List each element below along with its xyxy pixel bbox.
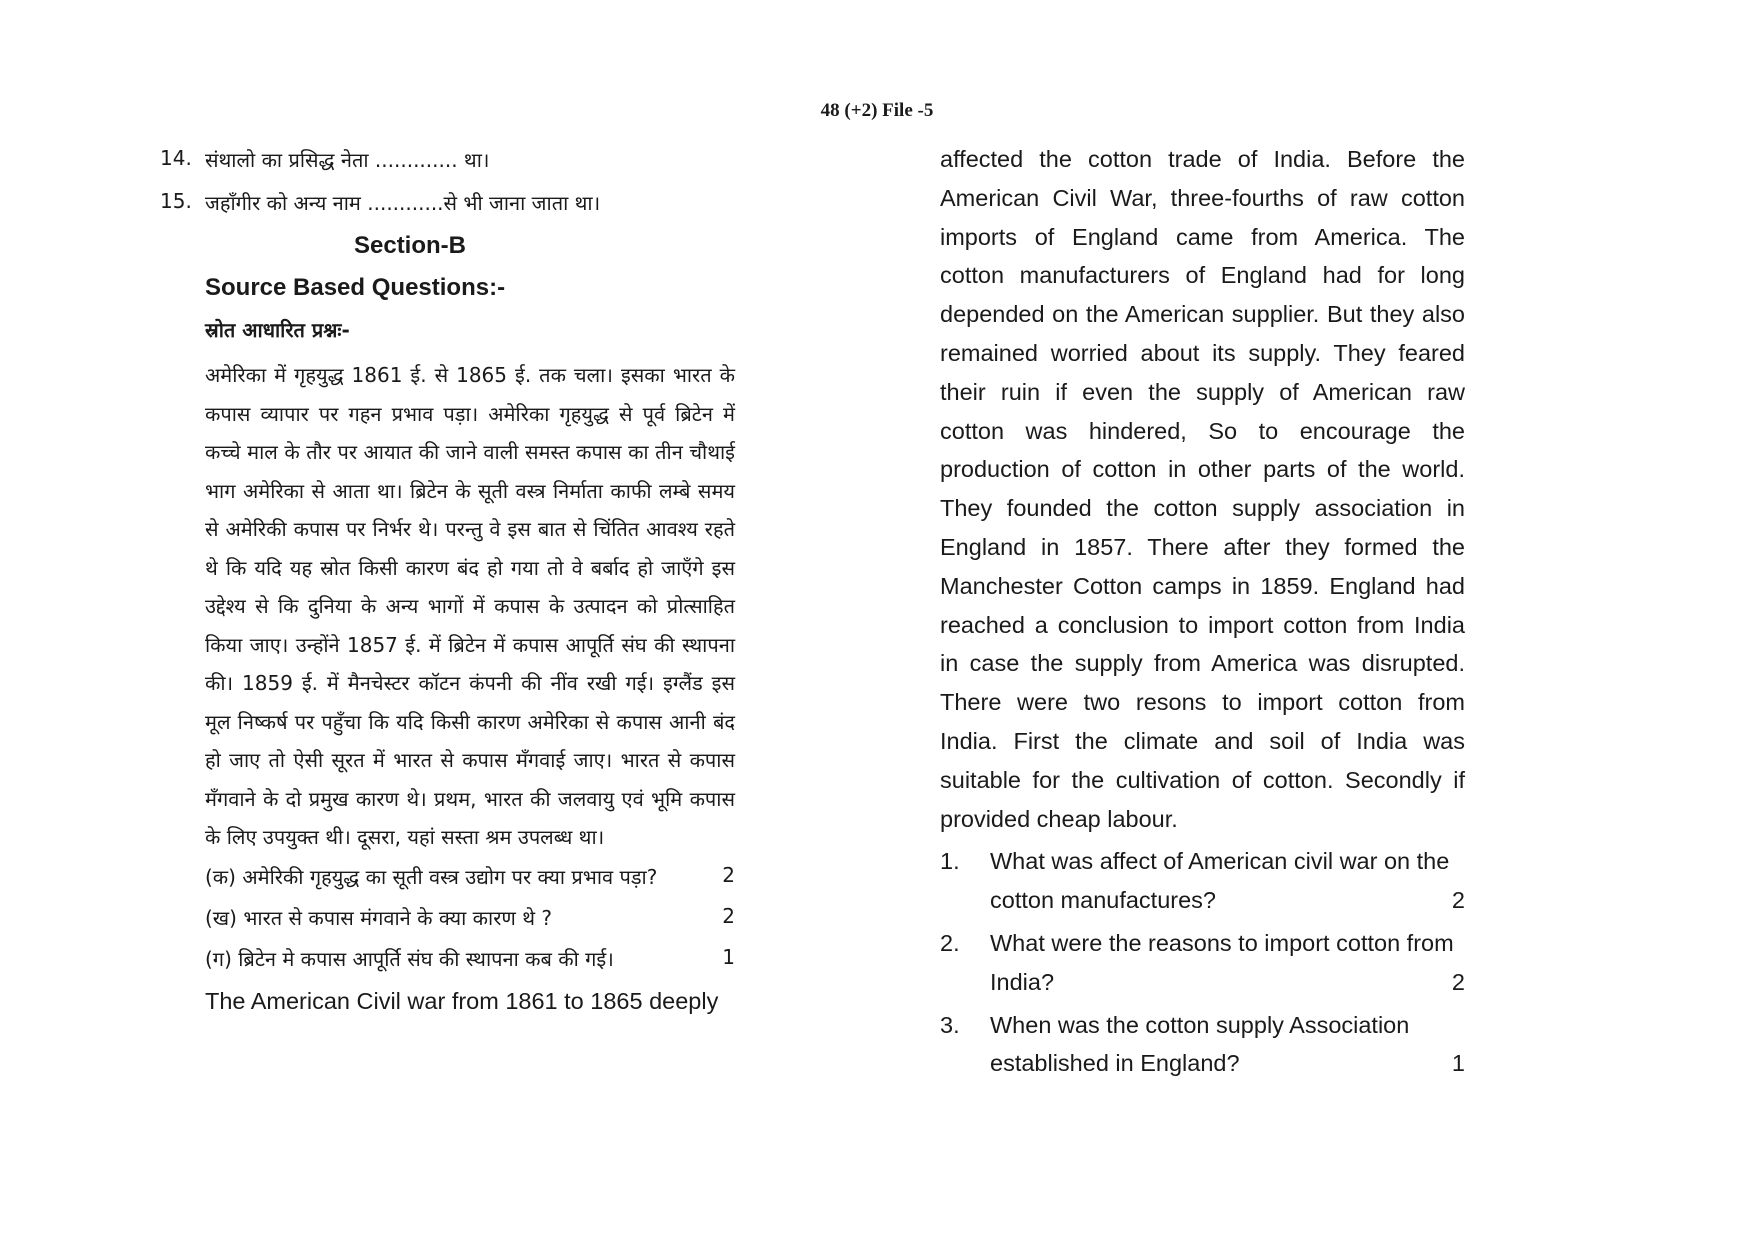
question-marks: 1	[722, 944, 735, 969]
question-marks: 1	[1451, 1050, 1465, 1077]
question-text: (ग) ब्रिटेन मे कपास आपूर्ति संघ की स्थापना कब की गई।	[205, 946, 614, 971]
question-text-line2: cotton manufactures?	[990, 887, 1216, 914]
question-14	[160, 146, 760, 189]
question-number: 14.	[160, 146, 192, 170]
question-15	[160, 189, 760, 232]
question-text-line2: established in England?	[990, 1050, 1240, 1077]
section-title: Section-B	[353, 232, 466, 259]
question-marks: 2	[1451, 968, 1465, 995]
hindi-question-ga	[205, 945, 735, 986]
question-text: जहाँगीर को अन्य नाम ............से भी जाना जाता था।	[205, 191, 601, 215]
question-text-line1: What were the reasons to import cotton from	[990, 929, 1454, 956]
question-number: 3.	[940, 1011, 960, 1038]
hindi-question-ka	[205, 863, 735, 904]
question-text-line1: When was the cotton supply Association	[990, 1011, 1410, 1038]
page-header: 48 (+2) File -5	[820, 100, 934, 121]
question-number: 15.	[160, 189, 192, 213]
english-passage-start: The American Civil war from 1861 to 1865 deeply	[205, 987, 719, 1014]
question-marks: 2	[1451, 887, 1465, 914]
right-column	[940, 146, 1465, 1083]
question-text: संथालो का प्रसिद्ध नेता ............. था।	[205, 148, 490, 172]
question-marks: 2	[722, 903, 735, 928]
hindi-passage: अमेरिका में गृहयुद्ध 1861 ई. से 1865 ई. तक चला। इसका भारत के कपास व्यापार पर गहन प्रभाव पड़ा। अमेरिका गृहयुद्ध से पूर्व ब्रिटेन में कच्चे माल के तौर पर आयात की जाने वाली समस्त कपास का तीन चौथाई भाग अमेरिका से आता था। ब्रिटेन के सूती वस्त्र निर्माता काफी लम्बे समय से अमेरिकी कपास पर निर्भर थे। परन्तु वे इस बात से चिंतित आवश्य रहते थे कि यदि यह स्रोत किसी कारण बंद हो गया तो वे बर्बाद हो जाएँगे इस उद्देश्य से कि दुनिया के अन्य भागों में कपास के उत्पादन को प्रोत्साहित किया जाए। उन्होंने 1857 ई. में ब्रिटेन में कपास आपूर्ति संघ की स्थापना की। 1859 ई. में मैनचेस्टर कॉटन कंपनी की नींव रखी गई। इग्लैंड इस मूल निष्कर्ष पर पहुँचा कि यदि किसी कारण अमेरिका से कपास आनी बंद हो जाए तो ऐसी सूरत में भारत से कपास मँगवाई जाए। भारत से कपास मँगवाने के दो प्रमुख कारण थे। प्रथम, भारत की जलवायु एवं भूमि कपास के लिए उपयुक्त थी। दूसरा, यहां सस्ता श्रम उपलब्ध था।	[205, 363, 735, 849]
question-number: 2.	[940, 929, 960, 956]
question-text-line2: India?	[990, 968, 1055, 995]
source-questions-title-en: Source Based Questions:-	[205, 274, 506, 301]
question-number: 1.	[940, 848, 960, 875]
source-questions-title-hi: स्रोत आधारित प्रश्नः-	[205, 318, 350, 342]
english-question-2	[940, 924, 1465, 1002]
english-question-3	[940, 1006, 1465, 1084]
question-text: (ख) भारत से कपास मंगवाने के क्या कारण थे ?	[205, 905, 552, 930]
question-marks: 2	[722, 862, 735, 887]
left-column	[160, 146, 760, 1015]
english-question-1	[940, 842, 1465, 920]
english-passage: affected the cotton trade of India. Before the American Civil War, three-fourths of raw cotton imports of England came from America. The cotton manufacturers of England had for long depended on the American supplier. But they also remained worried about its supply. They feared their ruin if even the supply of American raw cotton was hindered, So to encourage the production of cotton in other parts of the world. They founded the cotton supply association in England in 1857. There after they formed the Manchester Cotton camps in 1859. England had reached a conclusion to import cotton from India in case the supply from America was disrupted. There were two resons to import cotton from India. First the climate and soil of India was suitable for the cultivation of cotton. Secondly if provided cheap labour.	[940, 146, 1465, 832]
question-text: (क) अमेरिकी गृहयुद्ध का सूती वस्त्र उद्योग पर क्या प्रभाव पड़ा?	[205, 864, 658, 889]
question-text-line1: What was affect of American civil war on the	[990, 848, 1450, 875]
hindi-question-kha	[205, 904, 735, 945]
